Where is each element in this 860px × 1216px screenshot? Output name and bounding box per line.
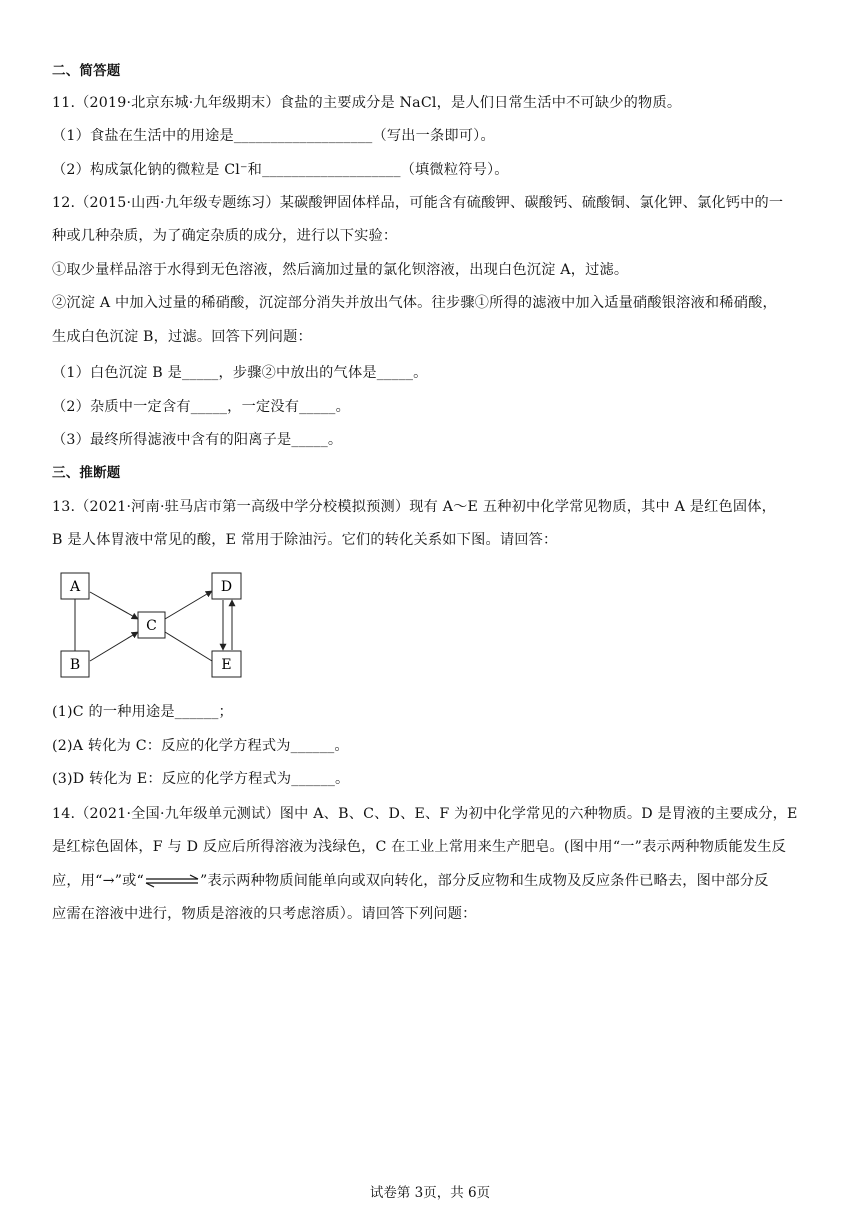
q14-line2: 是红棕色固体，F 与 D 反应后所得溶液为浅绿色，C 在工业上常用来生产肥皂。(图中用“一”表示两种物质能发生反 <box>52 839 786 855</box>
q12-stem-line2: 种或几种杂质，为了确定杂质的成分，进行以下实验： <box>52 228 398 244</box>
q14-line3-start: 应，用“→”或“ <box>52 873 144 889</box>
q14-line4: 应需在溶液中进行，物质是溶液的只考虑溶质）。请回答下列问题： <box>52 906 477 922</box>
edge-c-e <box>165 632 212 661</box>
svg-text:C: C <box>146 618 157 634</box>
q13-part1: (1)C 的一种用途是______； <box>52 704 233 720</box>
q14-line1: 14.（2021·全国·九年级单元测试）图中 A、B、C、D、E、F 为初中化学常见的六种物质。D 是胃液的主要成分，E <box>52 806 798 822</box>
q14-line3 <box>52 871 812 891</box>
q13-stem-line2: B 是人体胃液中常见的酸，E 常用于除油污。它们的转化关系如下图。请回答： <box>52 532 558 548</box>
q12-step1: ①取少量样品溶于水得到无色溶液，然后滴加过量的氯化钡溶液，出现白色沉淀 A，过滤。 <box>52 262 629 278</box>
node-e <box>212 651 241 677</box>
svg-text:E: E <box>221 657 232 673</box>
q13-stem-line1: 13.（2021·河南·驻马店市第一高级中学分校模拟预测）现有 A～E 五种初中化学常见物质，其中 A 是红色固体， <box>52 499 777 515</box>
q12-step2-line2: 生成白色沉淀 B，过滤。回答下列问题： <box>52 329 312 345</box>
svg-text:A: A <box>69 579 81 595</box>
arrow-c-to-d <box>165 591 212 619</box>
svg-text:B: B <box>69 657 81 673</box>
page-footer: 试卷第 3页，共 6页 <box>369 1185 491 1201</box>
section-heading-inference: 三、推断题 <box>52 465 121 481</box>
arrow-a-to-c <box>90 592 138 619</box>
node-a <box>61 573 89 599</box>
q13-conversion-diagram <box>52 566 252 686</box>
arrow-b-to-c <box>90 632 138 661</box>
q12-part1: （1）白色沉淀 B 是_____，步骤②中放出的气体是_____。 <box>52 365 428 381</box>
svg-text:D: D <box>220 579 233 595</box>
q12-step2-line1: ②沉淀 A 中加入过量的稀硝酸，沉淀部分消失并放出气体。往步骤①所得的滤液中加入适量硝酸银溶液和稀硝酸， <box>52 295 777 311</box>
node-d <box>212 573 241 599</box>
q12-part2: （2）杂质中一定含有_____，一定没有_____。 <box>52 399 350 415</box>
node-c <box>138 612 165 638</box>
double-arrow-icon <box>144 874 200 888</box>
q12-part3: （3）最终所得滤液中含有的阳离子是_____。 <box>52 432 343 448</box>
q14-line3-end: ”表示两种物质间能单向或双向转化，部分反应物和生成物及反应条件已略去，图中部分反 <box>200 873 769 889</box>
section-heading-short-answer: 二、简答题 <box>52 63 121 79</box>
q11-part2: （2）构成氯化钠的微粒是 Cl⁻和___________________（填微粒符号）。 <box>52 162 509 178</box>
q13-part2: (2)A 转化为 C：反应的化学方程式为______。 <box>52 738 349 754</box>
q11-stem: 11.（2019·北京东城·九年级期末）食盐的主要成分是 NaCl，是人们日常生活中不可缺少的物质。 <box>52 95 682 111</box>
node-b <box>61 651 89 677</box>
q12-stem-line1: 12.（2015·山西·九年级专题练习）某碳酸钾固体样品，可能含有硫酸钾、碳酸钙、硫酸铜、氯化钾、氯化钙中的一 <box>52 195 784 211</box>
q11-part1: （1）食盐在生活中的用途是___________________（写出一条即可）。 <box>52 128 495 144</box>
q13-part3: (3)D 转化为 E：反应的化学方程式为______。 <box>52 771 350 787</box>
